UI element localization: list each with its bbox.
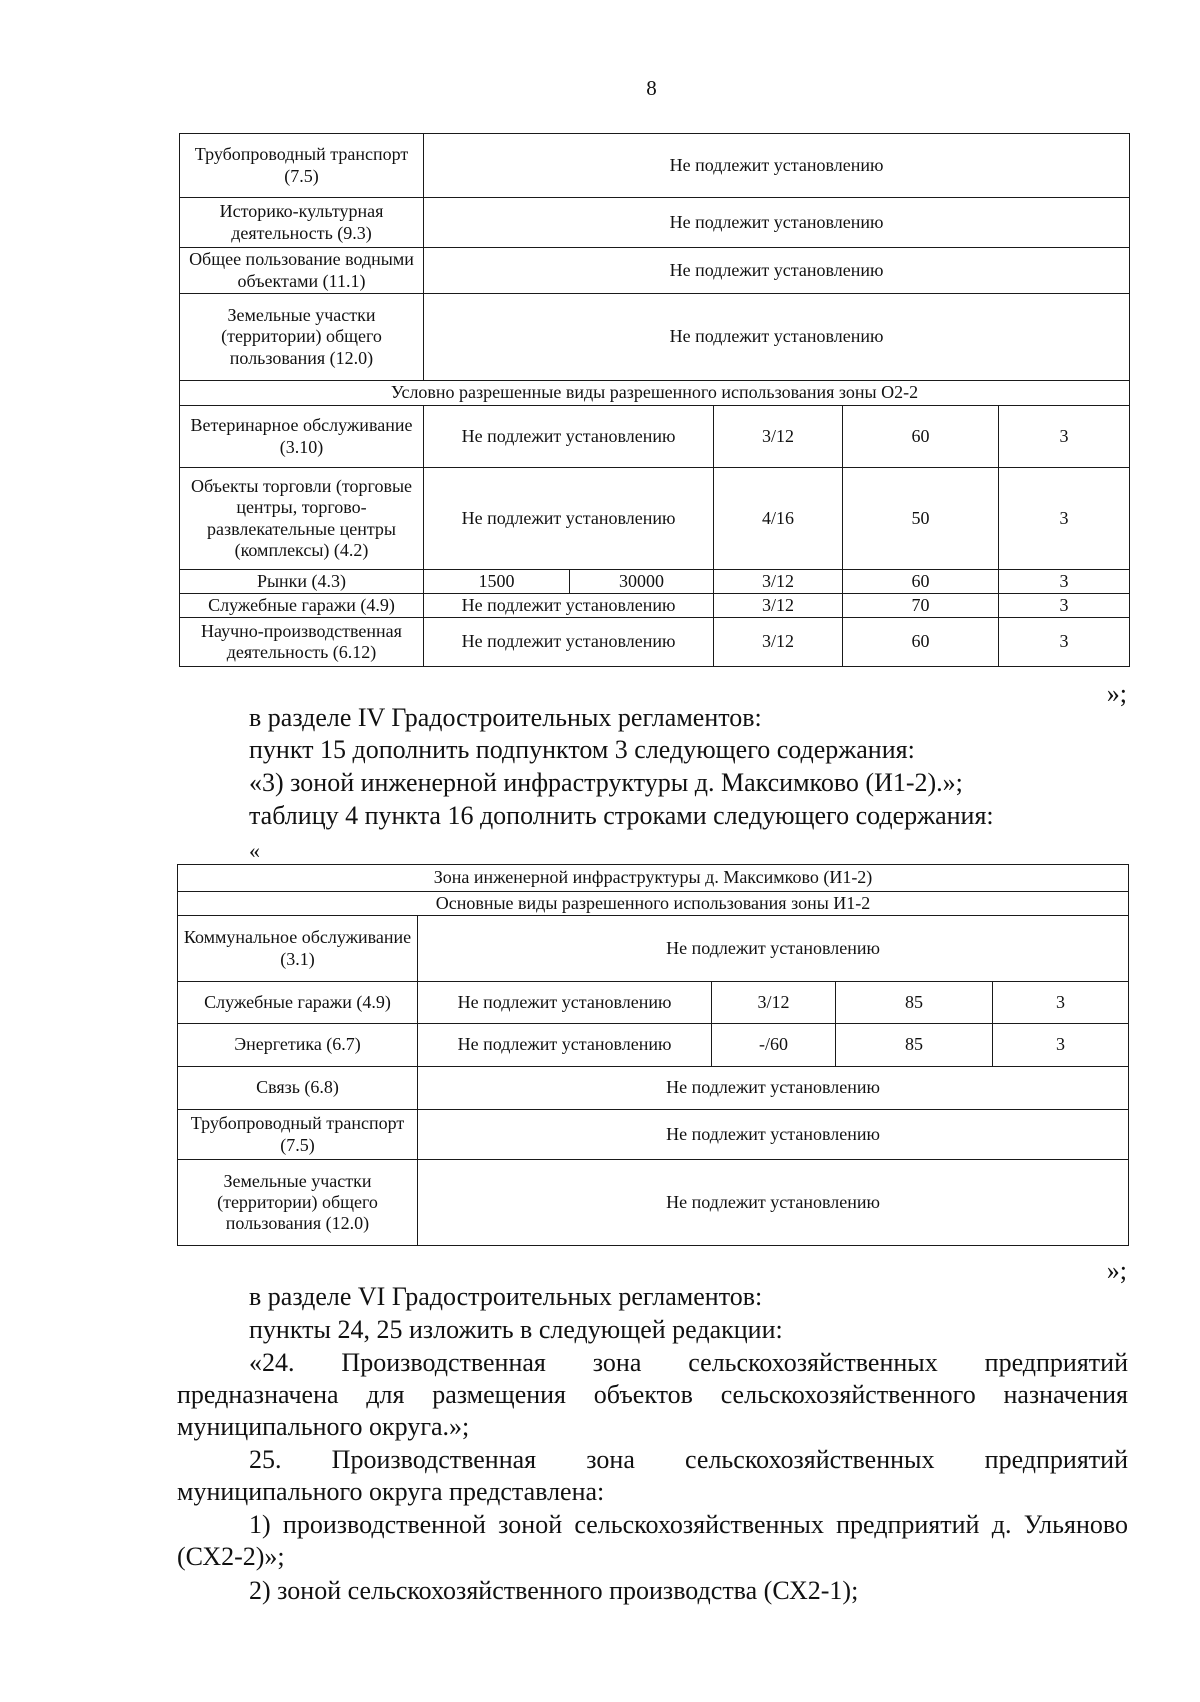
value-cell: Не подлежит установлению <box>418 916 1129 982</box>
table-row <box>180 134 1130 198</box>
section-header: Основные виды разрешенного использования зоны И1-2 <box>178 892 1129 916</box>
section-header-row <box>180 381 1130 406</box>
area-cell: Не подлежит установлению <box>424 594 714 618</box>
use-type-cell: Земельные участки (территории) общего пользования (12.0) <box>178 1160 418 1246</box>
value-cell: Не подлежит установлению <box>424 248 1130 294</box>
table-row <box>180 570 1130 594</box>
use-type-cell: Служебные гаражи (4.9) <box>178 982 418 1024</box>
setback-cell: 3 <box>999 618 1130 667</box>
value-cell: Не подлежит установлению <box>418 1110 1129 1160</box>
floors-cell: -/60 <box>712 1024 836 1067</box>
percent-cell: 60 <box>843 406 999 468</box>
opening-quote: « <box>249 838 260 863</box>
paragraph-line: в разделе IV Градостроительных регламентов: <box>249 703 762 732</box>
value-cell: Не подлежит установлению <box>424 134 1130 198</box>
page-number: 8 <box>646 76 657 100</box>
floors-cell: 4/16 <box>714 468 843 570</box>
floors-cell: 3/12 <box>714 618 843 667</box>
percent-cell: 60 <box>843 618 999 667</box>
table-row <box>180 594 1130 618</box>
table-row <box>178 1160 1129 1246</box>
use-type-cell: Трубопроводный транспорт (7.5) <box>178 1110 418 1160</box>
setback-cell: 3 <box>999 468 1130 570</box>
setback-cell: 3 <box>993 982 1129 1024</box>
paragraph-line: таблицу 4 пункта 16 дополнить строками следующего содержания: <box>249 801 994 830</box>
percent-cell: 70 <box>843 594 999 618</box>
use-type-cell: Энергетика (6.7) <box>178 1024 418 1067</box>
table-row <box>178 1024 1129 1067</box>
use-type-cell: Связь (6.8) <box>178 1067 418 1110</box>
use-type-cell: Объекты торговли (торговые центры, торгово-развлекательные центры (комплексы) (4.2) <box>180 468 424 570</box>
table-row <box>178 1110 1129 1160</box>
use-type-cell: Историко-культурная деятельность (9.3) <box>180 198 424 248</box>
floors-cell: 3/12 <box>714 406 843 468</box>
percent-cell: 60 <box>843 570 999 594</box>
area-max-cell: 30000 <box>570 570 714 594</box>
area-cell: Не подлежит установлению <box>424 618 714 667</box>
list-item-1: 1) производственной зоной сельскохозяйственных предприятий д. Ульяново (СХ2-2)»; <box>177 1510 1128 1571</box>
paragraph-24: «24. Производственная зона сельскохозяйственных предприятий предназначена для размещения объектов сельскохозяйственного назначения муниципального округа.»; <box>177 1348 1128 1441</box>
use-type-cell: Трубопроводный транспорт (7.5) <box>180 134 424 198</box>
area-cell: Не подлежит установлению <box>424 468 714 570</box>
closing-quote: »; <box>1106 679 1127 708</box>
floors-cell: 3/12 <box>714 594 843 618</box>
list-item-2: 2) зоной сельскохозяйственного производства (СХ2-1); <box>249 1576 859 1605</box>
value-cell: Не подлежит установлению <box>418 1160 1129 1246</box>
use-type-cell: Служебные гаражи (4.9) <box>180 594 424 618</box>
value-cell: Не подлежит установлению <box>418 1067 1129 1110</box>
setback-cell: 3 <box>999 406 1130 468</box>
percent-cell: 50 <box>843 468 999 570</box>
table-row <box>180 618 1130 667</box>
value-cell: Не подлежит установлению <box>424 294 1130 381</box>
closing-quote: »; <box>1106 1256 1127 1285</box>
value-cell: Не подлежит установлению <box>424 198 1130 248</box>
floors-cell: 3/12 <box>714 570 843 594</box>
table-row <box>180 248 1130 294</box>
area-cell: Не подлежит установлению <box>418 982 712 1024</box>
percent-cell: 85 <box>836 1024 993 1067</box>
paragraph-25: 25. Производственная зона сельскохозяйственных предприятий муниципального округа представлена: <box>177 1445 1128 1506</box>
table-row <box>178 982 1129 1024</box>
use-type-cell: Рынки (4.3) <box>180 570 424 594</box>
paragraph-line: «3) зоной инженерной инфраструктуры д. Максимково (И1-2).»; <box>249 768 963 797</box>
paragraph-line: пункт 15 дополнить подпунктом 3 следующего содержания: <box>249 735 915 764</box>
use-type-cell: Коммунальное обслуживание (3.1) <box>178 916 418 982</box>
table-row <box>180 198 1130 248</box>
regulations-table-i1-2 <box>177 864 1129 1246</box>
table-row <box>180 468 1130 570</box>
percent-cell: 85 <box>836 982 993 1024</box>
paragraph-line: пункты 24, 25 изложить в следующей редакции: <box>249 1315 783 1344</box>
area-min-cell: 1500 <box>424 570 570 594</box>
regulations-table-o2-2 <box>179 133 1130 667</box>
area-cell: Не подлежит установлению <box>424 406 714 468</box>
zone-header: Зона инженерной инфраструктуры д. Максимково (И1-2) <box>178 865 1129 892</box>
use-type-cell: Научно-производственная деятельность (6.12) <box>180 618 424 667</box>
table-row <box>178 916 1129 982</box>
use-type-cell: Общее пользование водными объектами (11.1) <box>180 248 424 294</box>
setback-cell: 3 <box>999 594 1130 618</box>
paragraph-line: в разделе VI Градостроительных регламентов: <box>249 1282 763 1311</box>
setback-cell: 3 <box>999 570 1130 594</box>
table-row <box>178 1067 1129 1110</box>
use-type-cell: Ветеринарное обслуживание (3.10) <box>180 406 424 468</box>
setback-cell: 3 <box>993 1024 1129 1067</box>
section-header-row <box>178 892 1129 916</box>
area-cell: Не подлежит установлению <box>418 1024 712 1067</box>
table-row <box>180 294 1130 381</box>
table-row <box>180 406 1130 468</box>
zone-header-row <box>178 865 1129 892</box>
use-type-cell: Земельные участки (территории) общего пользования (12.0) <box>180 294 424 381</box>
floors-cell: 3/12 <box>712 982 836 1024</box>
section-header: Условно разрешенные виды разрешенного использования зоны О2-2 <box>180 381 1130 406</box>
